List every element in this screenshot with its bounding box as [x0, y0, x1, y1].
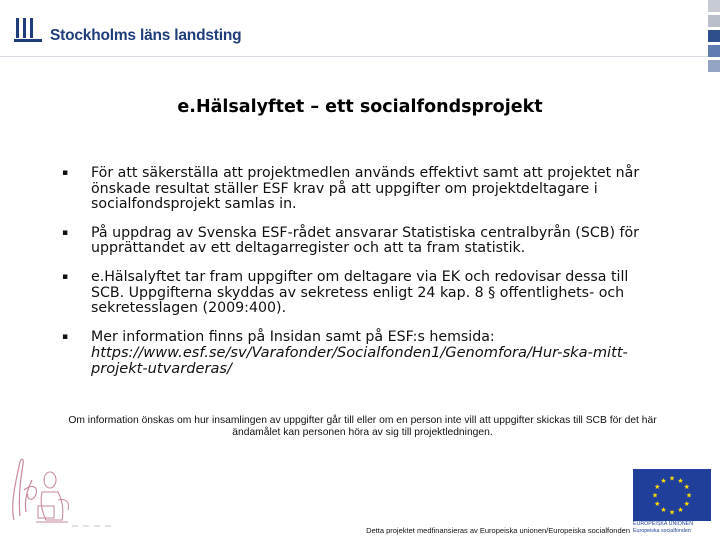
funding-text: Detta projektet medfinansieras av Europeiska unionen/Europeiska socialfonden [366, 526, 630, 535]
header-square [708, 45, 720, 57]
bullet-text: e.Hälsalyftet tar fram uppgifter om deltagare via EK och redovisar dessa till SCB. Uppgifterna skyddas av sekretess enligt 24 kap. 8 § offentlighets- och sekretesslagen (2009:400). [91, 268, 629, 317]
eu-star-icon: ★ [660, 506, 667, 515]
bullet-item [62, 270, 662, 317]
header-square [708, 60, 720, 72]
eu-star-icon: ★ [683, 500, 690, 508]
header-squares [706, 0, 720, 75]
bullet-item [62, 330, 662, 377]
bullet-marker: ▪ [62, 271, 69, 282]
info-note: Om information önskas om hur insamlingen av uppgifter går till eller om en person inte vill att uppgifter skickas till SCB för det här ändamålet kan personen höra av sig till projektledningen. [68, 415, 657, 438]
ehalsa-sketch-logo-icon [6, 450, 126, 532]
header-square [708, 0, 720, 12]
header-square [708, 15, 720, 27]
bullet-marker: ▪ [62, 331, 69, 342]
eu-flag [633, 469, 711, 521]
bullet-text: På uppdrag av Svenska ESF-rådet ansvarar Statistiska centralbyrån (SCB) för upprättandet av ett deltagarregister och att ta fram statistik. [91, 224, 640, 257]
bullet-text: För att säkerställa att projektmedlen används effektivt samt att projektet når önskade resultat ställer ESF krav på att uppgifter om projektdeltagare i socialfondsprojekt samlas in. [91, 165, 640, 213]
eu-stars-icon [633, 469, 711, 521]
bullet-text: Mer information finns på Insidan samt på ESF:s hemsida: [91, 328, 495, 345]
eu-label [633, 521, 711, 535]
slide-title: e.Hälsalyftet – ett socialfondsprojekt [177, 97, 543, 117]
bullet-item [62, 166, 662, 213]
header-square [708, 30, 720, 42]
bullet-marker: ▪ [62, 168, 69, 178]
eu-star-icon: ★ [654, 500, 661, 508]
eu-star-icon: ★ [683, 483, 690, 491]
eu-label-line1: EUROPEISKA UNIONEN [633, 521, 694, 527]
eu-star-icon: ★ [677, 506, 684, 515]
esf-link[interactable]: https://www.esf.se/sv/Varafonder/Socialfonden1/Genomfora/Hur-ska-mitt-projekt-utvarderas/ [91, 344, 628, 377]
bullet-item [62, 226, 662, 257]
sll-logo-icon [14, 18, 44, 44]
eu-label-line2: Europeiska socialfonden [633, 528, 691, 534]
eu-star-icon: ★ [668, 508, 676, 517]
eu-star-icon: ★ [685, 491, 693, 500]
logo-text: Stockholms läns landsting [50, 27, 242, 44]
bullet-list [62, 166, 662, 390]
header-bar [0, 0, 720, 57]
bullet-marker: ▪ [62, 227, 69, 238]
eu-star-icon: ★ [660, 476, 667, 485]
eu-star-icon: ★ [677, 476, 684, 485]
eu-star-icon: ★ [651, 491, 659, 500]
eu-star-icon: ★ [654, 483, 661, 491]
eu-star-icon: ★ [668, 474, 676, 483]
